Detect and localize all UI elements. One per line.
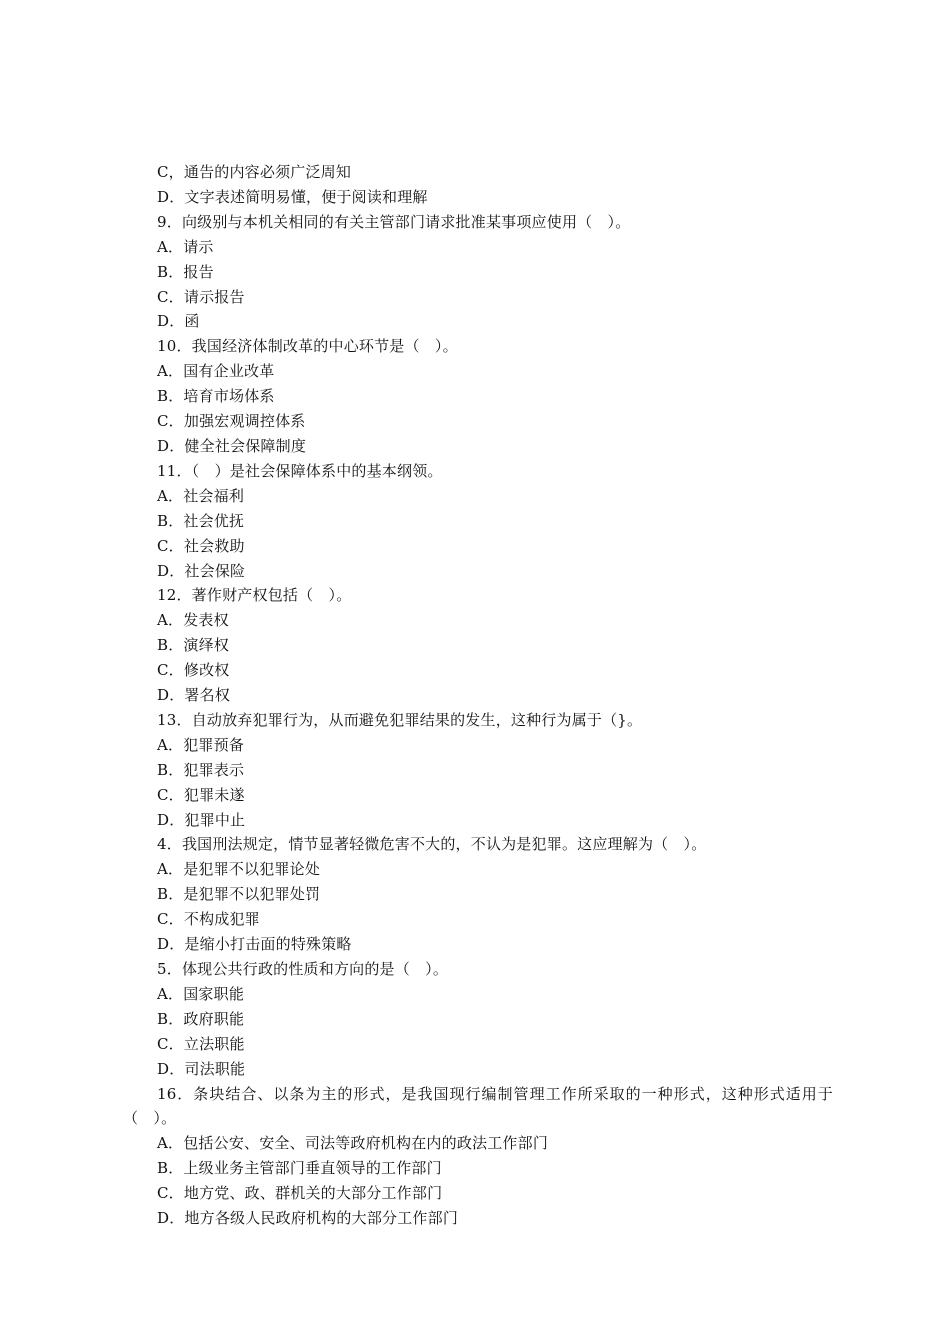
- question-5: 5．体现公共行政的性质和方向的是（ ）。: [157, 960, 449, 978]
- option-b-text: B．是犯罪不以犯罪处罚: [157, 885, 321, 904]
- question-4: 4．我国刑法规定，情节显著轻微危害不大的，不认为是犯罪。这应理解为（ ）。: [157, 835, 707, 854]
- option-d-text: D．函: [157, 312, 200, 331]
- option-d-text: D．地方各级人民政府机构的大部分工作部门: [157, 1209, 459, 1228]
- option-d-text: D．文字表述简明易懂，便于阅读和理解: [157, 187, 428, 206]
- option-d-text: D．是缩小打击面的特殊策略: [157, 935, 352, 954]
- option-c-text: C．不构成犯罪: [157, 910, 260, 929]
- option-a-text: A．发表权: [157, 611, 229, 630]
- question-13: 13．自动放弃犯罪行为，从而避免犯罪结果的发生，这种行为属于（}。: [157, 710, 643, 729]
- option-c-text: C．社会救助: [157, 536, 245, 555]
- option-a-text: A．是犯罪不以犯罪论处: [157, 860, 321, 879]
- option-d-text: D．犯罪中止: [157, 810, 246, 829]
- option-d-text: D．健全社会保障制度: [157, 436, 307, 455]
- option-b-text: B．上级业务主管部门垂直领导的工作部门: [157, 1159, 442, 1178]
- document-body: [123, 160, 833, 1231]
- option-a-text: A．请示: [157, 237, 214, 256]
- question-12: 12．著作财产权包括（ ）。: [157, 586, 352, 605]
- option-a-text: A．国有企业改革: [157, 362, 275, 381]
- option-a-text: A．社会福利: [157, 486, 245, 505]
- option-a-text: A．犯罪预备: [157, 735, 245, 754]
- option-c-text: C．加强宏观调控体系: [157, 412, 306, 431]
- option-c-text: C．地方党、政、群机关的大部分工作部门: [157, 1184, 443, 1203]
- question-16: 16．条块结合、以条为主的形式，是我国现行编制管理工作所采取的一种形式，这种形式适用于（ ）。: [123, 1084, 833, 1128]
- question-10: 10．我国经济体制改革的中心环节是（ ）。: [157, 337, 458, 356]
- option-d-text: D．社会保险: [157, 561, 246, 580]
- option-d-text: D．司法职能: [157, 1059, 246, 1078]
- option-b-text: B．报告: [157, 262, 214, 281]
- question-9: 9．向级别与本机关相同的有关主管部门请求批准某事项应使用（ ）。: [157, 212, 631, 231]
- option-c-text: C．请示报告: [157, 287, 245, 306]
- option-c-text: C．修改权: [157, 661, 230, 680]
- option-b-text: B．犯罪表示: [157, 760, 245, 779]
- option-c-text: C，通告的内容必须广泛周知: [157, 163, 352, 181]
- option-b-text: B．社会优抚: [157, 511, 245, 530]
- option-d-text: D．署名权: [157, 686, 231, 705]
- option-c-text: C．犯罪未遂: [157, 785, 245, 804]
- question-11: 11．（ ）是社会保障体系中的基本纲领。: [157, 461, 443, 480]
- option-b-text: B．政府职能: [157, 1009, 245, 1028]
- option-c-text: C．立法职能: [157, 1034, 245, 1053]
- option-a-text: A．国家职能: [157, 984, 245, 1003]
- option-b-text: B．演绎权: [157, 636, 230, 655]
- option-b-text: B．培育市场体系: [157, 387, 275, 406]
- option-a-text: A．包括公安、安全、司法等政府机构在内的政法工作部门: [157, 1134, 549, 1153]
